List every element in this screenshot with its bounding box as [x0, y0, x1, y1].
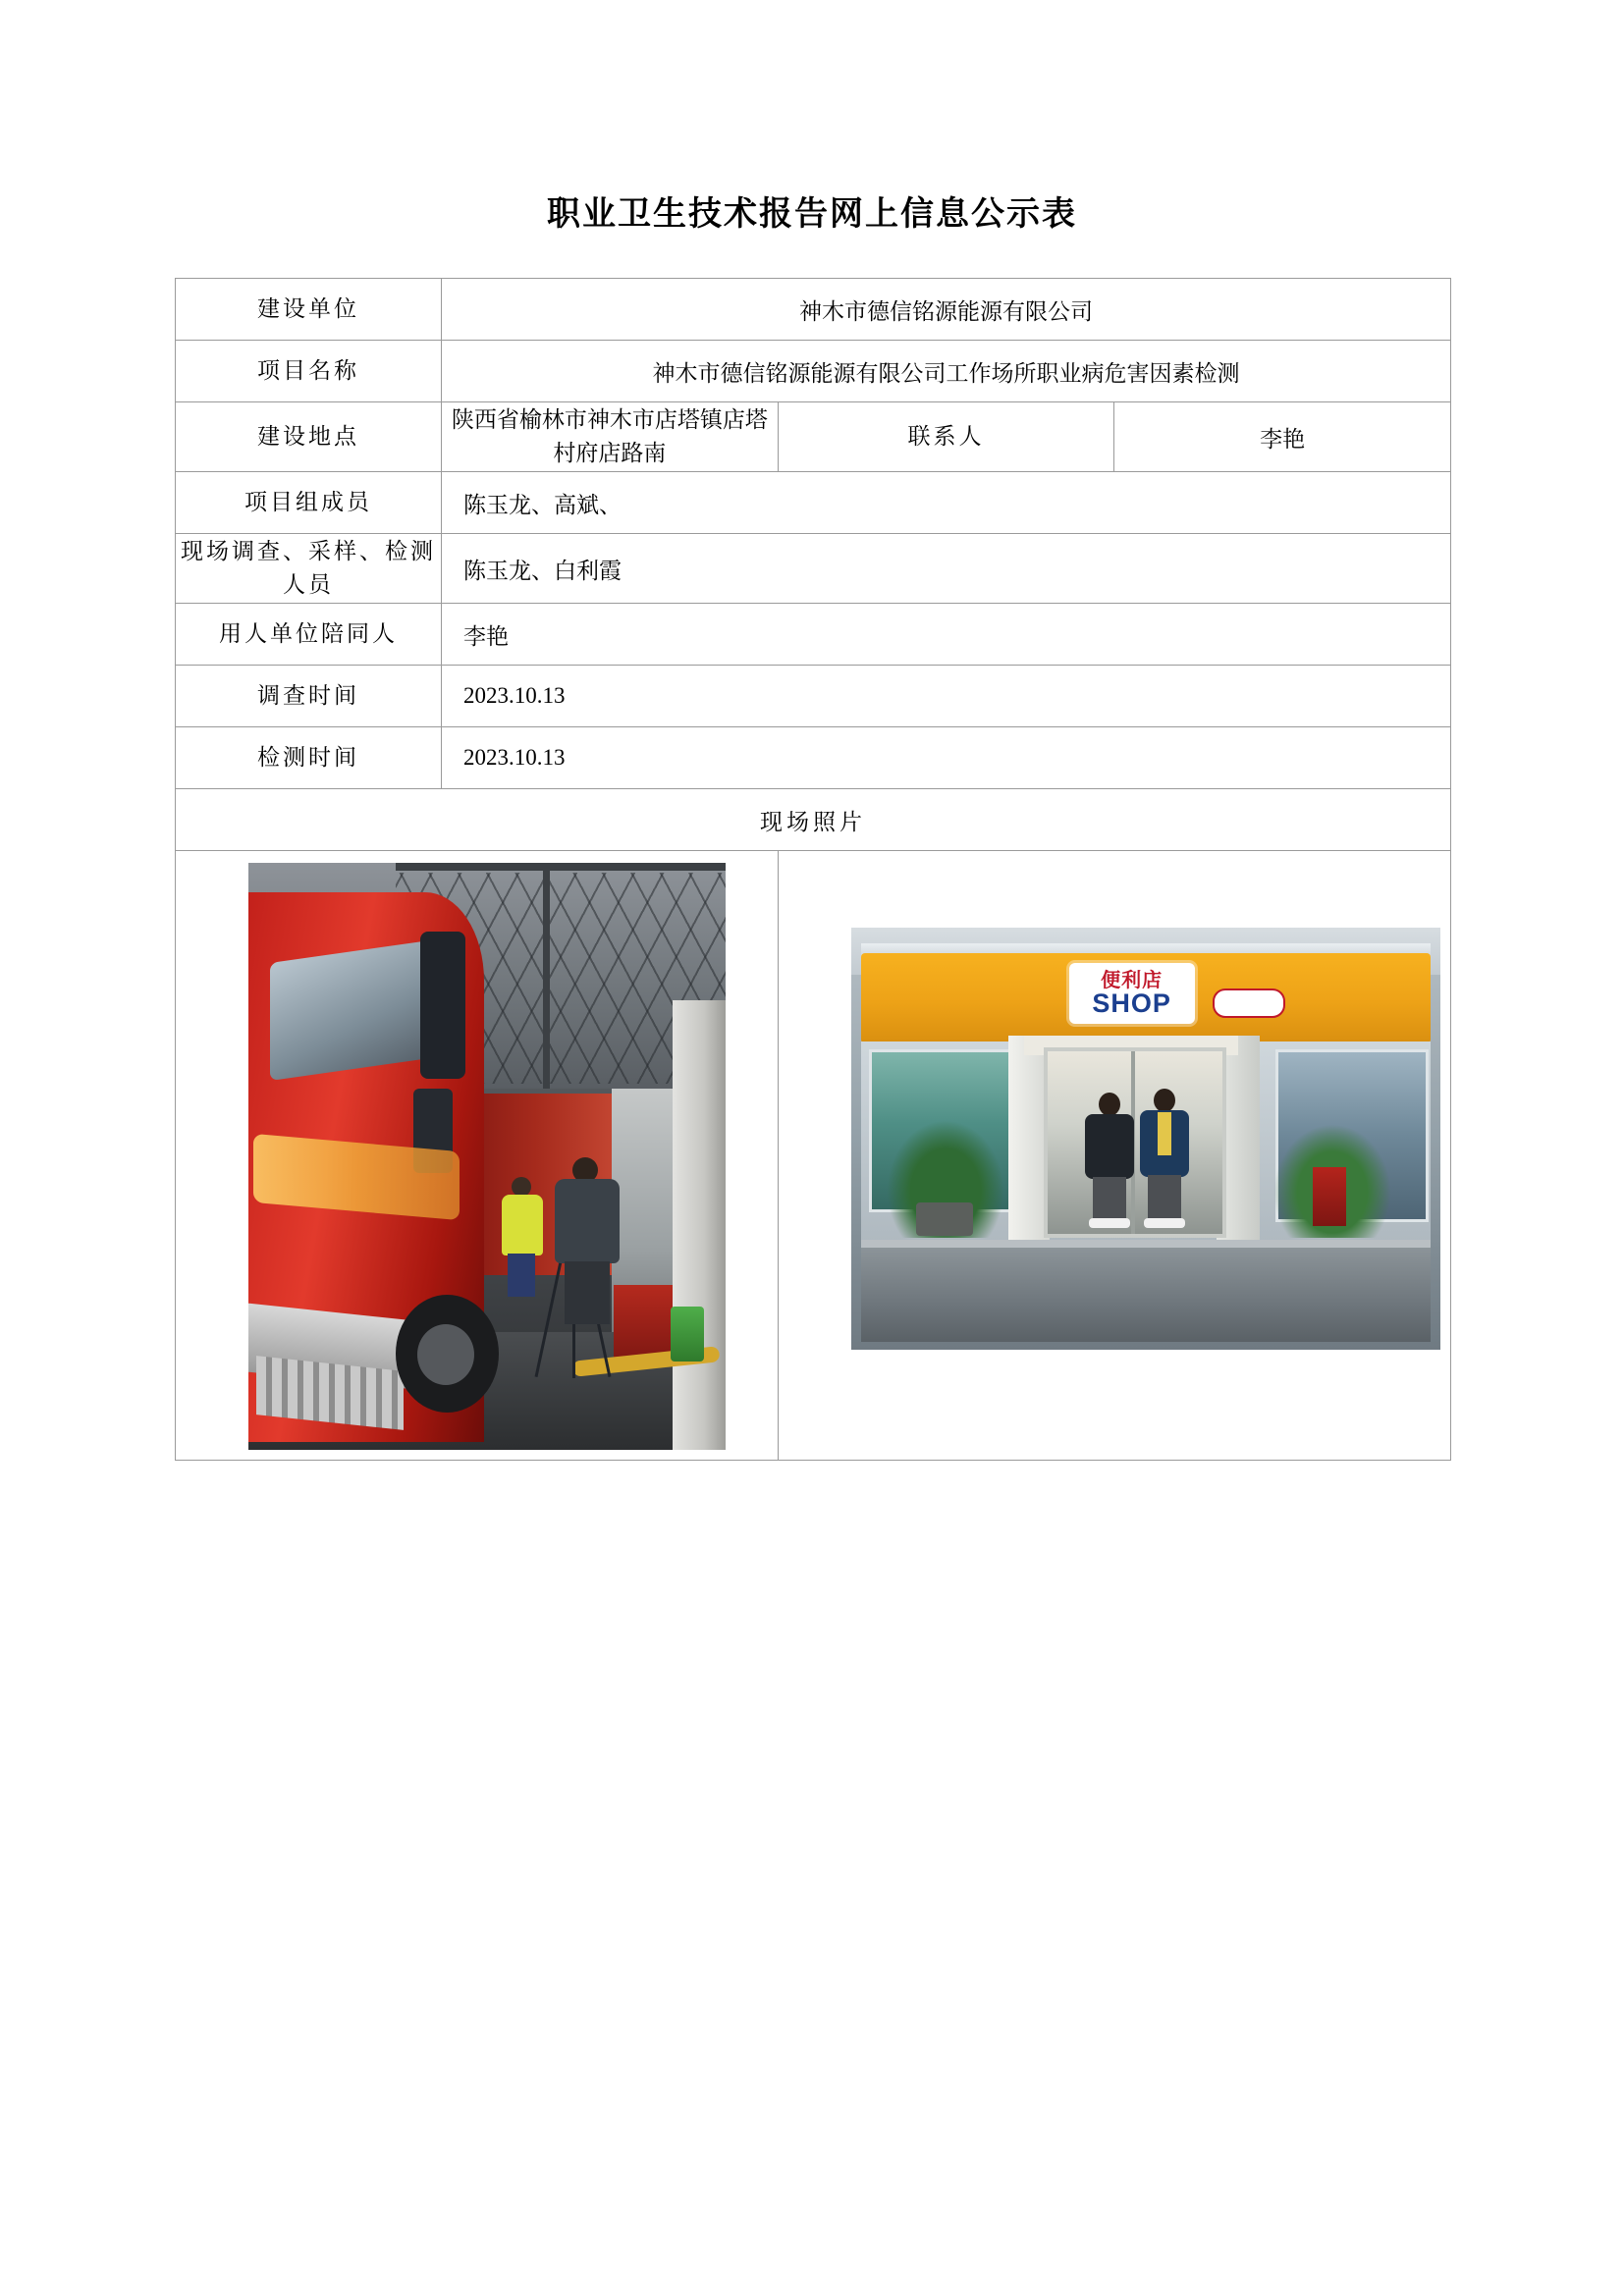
person-right: [1138, 1089, 1191, 1230]
secondary-logo: [1213, 988, 1285, 1018]
truck-mirror: [420, 932, 465, 1079]
table-row: [176, 851, 1451, 1461]
table-row: [176, 789, 1451, 851]
info-table: [175, 278, 1451, 1461]
store-sign-en: SHOP: [1092, 988, 1171, 1018]
row-value-employer-escort: 李艳: [442, 604, 1451, 666]
photo-wrap-left: [176, 851, 778, 1460]
site-photo-truck-inspection: [248, 863, 726, 1450]
truck-windshield: [270, 939, 437, 1081]
row-label-survey-date: 调查时间: [176, 666, 442, 727]
row-label-employer-escort: 用人单位陪同人: [176, 604, 442, 666]
table-row: [176, 534, 1451, 604]
table-row: [176, 341, 1451, 402]
row-label-construction-unit: 建设单位: [176, 279, 442, 341]
table-row: [176, 666, 1451, 727]
row-value-construction-unit: 神木市德信铭源能源有限公司: [442, 279, 1451, 341]
row-value-project-members: 陈玉龙、高斌、: [442, 472, 1451, 534]
row-label-project-name: 项目名称: [176, 341, 442, 402]
row-value-test-date: 2023.10.13: [442, 727, 1451, 789]
row-value-survey-date: 2023.10.13: [442, 666, 1451, 727]
row-value-construction-site: 陕西省榆林市神木市店塔镇店塔村府店路南: [442, 402, 779, 472]
photo-wrap-right: [779, 851, 1450, 1460]
worker-dark-jacket: [553, 1157, 622, 1324]
table-row: [176, 604, 1451, 666]
row-label-survey-staff: 现场调查、采样、检测人员: [176, 534, 442, 604]
table-row: [176, 279, 1451, 341]
site-photo-convenience-store: [851, 928, 1440, 1350]
pavement: [861, 1248, 1431, 1342]
row-label-test-date: 检测时间: [176, 727, 442, 789]
store-sign-cn: 便利店: [1101, 969, 1164, 991]
row-label-contact-person: 联系人: [778, 402, 1114, 472]
table-row: [176, 402, 1451, 472]
store-sign: [1069, 963, 1195, 1024]
wall-pillar: [673, 1000, 726, 1450]
fuel-can: [671, 1307, 704, 1362]
page-title: 职业卫生技术报告网上信息公示表: [547, 195, 1077, 233]
red-bin: [1313, 1167, 1346, 1226]
row-value-project-name: 神木市德信铭源能源有限公司工作场所职业病危害因素检测: [442, 341, 1451, 402]
row-value-contact-person: 李艳: [1114, 402, 1451, 472]
worker-yellow-jacket: [500, 1177, 545, 1295]
photo-cell-right: [778, 851, 1450, 1461]
store-entrance-door: [1044, 1047, 1226, 1238]
planter-left: [887, 1120, 1004, 1238]
ceiling-beam: [396, 863, 726, 871]
photo-cell-left: [176, 851, 779, 1461]
row-value-survey-staff: 陈玉龙、白利霞: [442, 534, 1451, 604]
photos-section-title: 现场照片: [176, 789, 1451, 851]
row-label-construction-site: 建设地点: [176, 402, 442, 472]
table-row: [176, 727, 1451, 789]
row-label-project-members: 项目组成员: [176, 472, 442, 534]
person-left: [1083, 1093, 1134, 1230]
ceiling-beam: [543, 863, 550, 1089]
truck-wheel: [396, 1295, 499, 1413]
table-row: [176, 472, 1451, 534]
